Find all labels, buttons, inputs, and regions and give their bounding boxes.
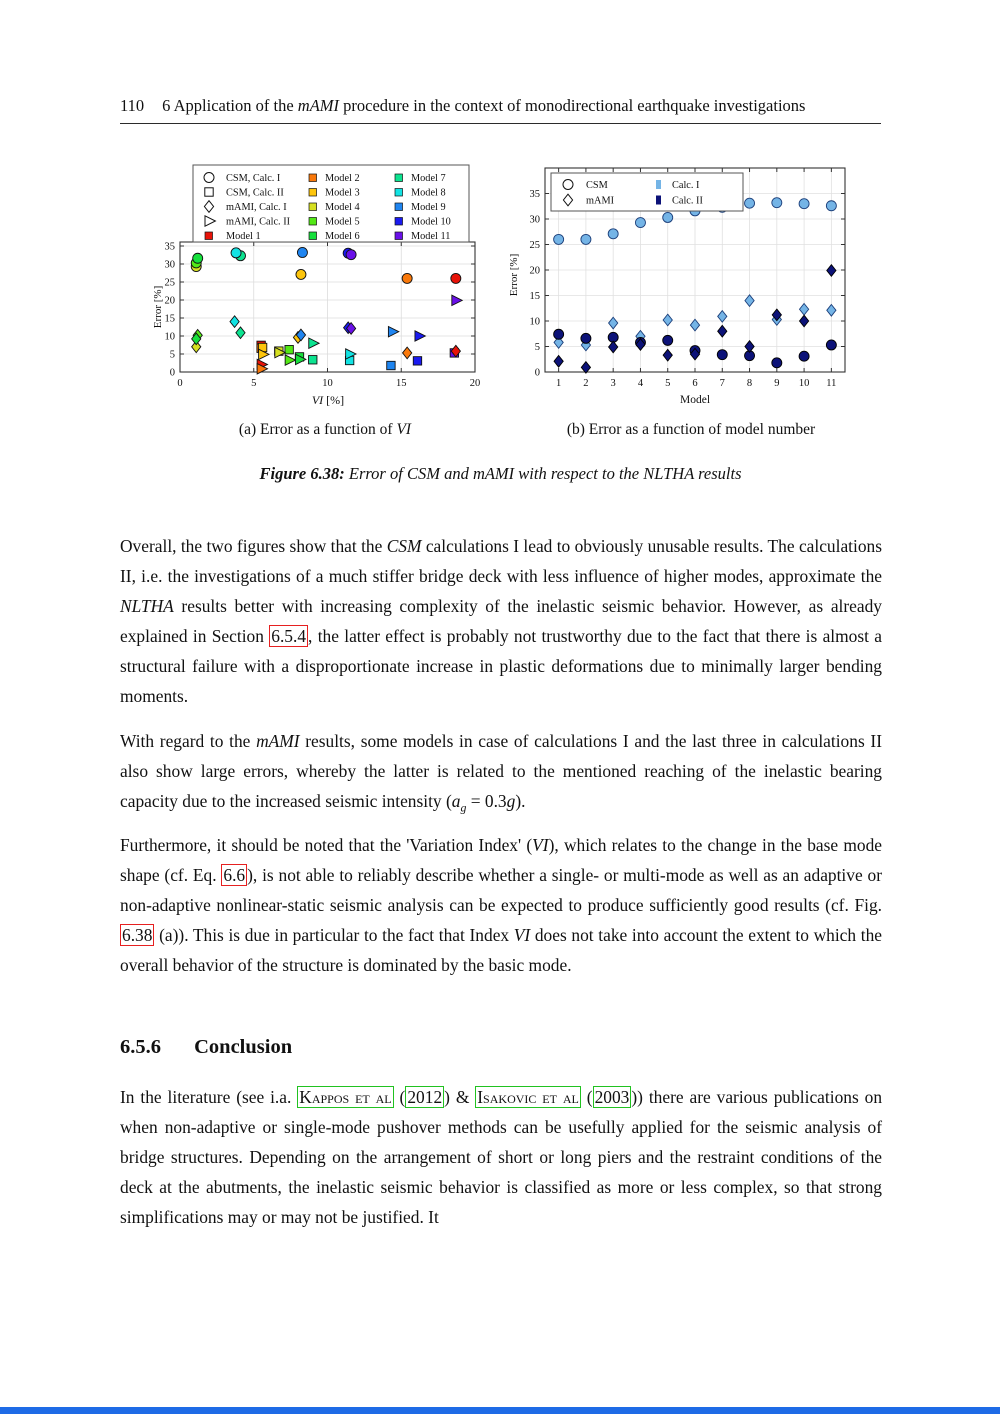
svg-text:mAMI, Calc. II: mAMI, Calc. II [226, 216, 291, 228]
citation-link[interactable]: 2003 [594, 1087, 630, 1107]
paragraph-2: With regard to the mAMI results, some models in case of calculations I and the last three in calculations II also show large errors, whereby the latter is related to the mentioned reaching of the inelastic bearing capacity due to the increased seismic intensity $(a_g = 0.3g)$. [120, 731, 882, 815]
y-axis-label: Error [%] [508, 253, 520, 297]
svg-text:7: 7 [719, 378, 725, 389]
citation-link[interactable]: Isakovic et al [477, 1087, 579, 1107]
svg-text:35: 35 [529, 189, 540, 200]
paragraph-3: Furthermore, it should be noted that the 'Variation Index' (VI), which relates to the change in the base mode shape (cf. Eq. 6.6 ), is not able to reliably describe whether a single- or multi-mode as well as an adaptive or non-adaptive nonlinear-static seismic analysis can be expected to produce sufficiently good results (cf. Fig. 6.38 (a)). This is due in particular to the fact that Index VI does not take into account the extent to which the overall behavior of the structure is dominated by the basic mode. [120, 835, 882, 975]
svg-text:35: 35 [164, 241, 175, 253]
svg-text:2: 2 [583, 378, 589, 389]
svg-text:Model 8: Model 8 [411, 187, 446, 199]
svg-text:Model 9: Model 9 [411, 202, 446, 213]
page-number: 110 [120, 96, 145, 115]
svg-text:20: 20 [164, 295, 175, 307]
svg-text:Model 3: Model 3 [325, 187, 360, 199]
svg-text:10: 10 [798, 378, 810, 389]
chart-error-vs-model [506, 157, 876, 415]
data-points [191, 247, 462, 373]
section-heading [120, 1036, 881, 1059]
figure-caption: Figure 6.38: Error of CSM and mAMI with respect to the NLTHA results [259, 464, 742, 483]
section-title: Conclusion [194, 1036, 293, 1058]
svg-text:Calc. II: Calc. II [672, 195, 703, 207]
svg-text:15: 15 [529, 291, 540, 302]
citation-link[interactable]: 2012 [407, 1087, 443, 1107]
svg-text:0: 0 [169, 367, 175, 379]
svg-text:Model 6: Model 6 [325, 231, 360, 242]
y-axis-label: Error [%] [152, 285, 164, 329]
svg-text:10: 10 [322, 378, 333, 389]
svg-text:0: 0 [534, 367, 540, 379]
plot-area [152, 165, 480, 407]
svg-text:8: 8 [746, 378, 753, 389]
svg-text:Model 11: Model 11 [411, 231, 451, 242]
plot-area [508, 168, 845, 406]
svg-text:CSM: CSM [586, 180, 608, 191]
svg-text:4: 4 [637, 378, 644, 389]
svg-text:10: 10 [529, 316, 540, 328]
svg-text:11: 11 [826, 378, 837, 389]
svg-text:CSM, Calc. II: CSM, Calc. II [226, 187, 284, 199]
citation-link[interactable]: Kappos et al [299, 1087, 392, 1107]
svg-text:30: 30 [529, 214, 540, 226]
svg-text:mAMI: mAMI [586, 195, 615, 207]
svg-text:0: 0 [177, 378, 183, 389]
svg-text:5: 5 [169, 349, 175, 361]
svg-text:30: 30 [164, 259, 175, 271]
ref-link[interactable]: 6.38 [122, 925, 153, 945]
svg-text:5: 5 [251, 378, 257, 389]
svg-text:Model 7: Model 7 [411, 173, 446, 184]
svg-text:15: 15 [164, 313, 175, 325]
svg-text:9: 9 [774, 378, 780, 389]
ref-link[interactable]: 6.6 [223, 865, 246, 885]
bottom-edge-bar [0, 1407, 1000, 1414]
svg-text:6: 6 [692, 378, 698, 389]
svg-text:Model 10: Model 10 [411, 216, 451, 228]
chart-error-vs-vi [152, 157, 497, 415]
svg-text:5: 5 [665, 378, 671, 389]
svg-text:Calc. I: Calc. I [672, 180, 700, 191]
svg-text:Model 4: Model 4 [325, 202, 360, 213]
paragraph-4: In the literature (see i.a. Kappos et al ( 2012 ) & Isakovic et al ( 2003 )) there are various publications on when non-adaptive or single-mode pushover methods can be usefully applied for the seismic analysis of bridge structures. Depending on the arrangement of short or long piers and the restraint conditions of the deck at the abutments, the inelastic seismic behavior is classified as more or less complex, so that strong simplifications may or may not be justified. It [120, 1087, 883, 1227]
svg-text:20: 20 [469, 378, 481, 389]
svg-text:mAMI, Calc. I: mAMI, Calc. I [226, 202, 287, 213]
x-axis-label: VI [%] [311, 393, 345, 407]
svg-text:25: 25 [529, 240, 540, 251]
chart-error-vs-model-svg [506, 157, 876, 415]
x-axis-label: Model [679, 394, 711, 406]
svg-text:15: 15 [396, 378, 407, 389]
svg-text:5: 5 [534, 342, 540, 353]
svg-text:25: 25 [164, 277, 175, 289]
svg-text:3: 3 [610, 378, 616, 389]
svg-text:1: 1 [556, 378, 562, 389]
svg-text:Model 1: Model 1 [226, 231, 261, 242]
svg-text:20: 20 [529, 265, 540, 277]
chapter-title: 6 Application of the mAMI procedure in the context of monodirectional earthquake investigations [162, 96, 806, 115]
ref-link[interactable]: 6.5.4 [271, 626, 307, 646]
svg-text:10: 10 [164, 331, 175, 343]
chart-error-vs-vi-svg [152, 157, 497, 415]
svg-text:CSM, Calc. I: CSM, Calc. I [226, 173, 281, 184]
svg-text:Model 2: Model 2 [325, 173, 360, 184]
section-number: 6.5.6 [120, 1036, 161, 1058]
legend [193, 165, 469, 242]
subcaption-b: (b) Error as a function of model number [566, 421, 816, 438]
paragraph-1: Overall, the two figures show that the CSM calculations I lead to obviously unusable results. The calculations II, i.e. the investigations of a much stiffer bridge deck with less influence of higher modes, approximate the NLTHA results better with increasing complexity of the inelastic seismic behavior. However, as already explained in Section 6.5.4 , the latter effect is probably not trustworthy due to the fact that there is almost a structural failure with a disproportionate increase in plastic deformations due to minimally larger bending moments. [120, 536, 883, 706]
gridlines [180, 242, 475, 372]
legend [551, 173, 743, 211]
subcaption-a: (a) Error as a function of VI [238, 421, 412, 438]
svg-text:Model 5: Model 5 [325, 216, 360, 228]
running-header [120, 96, 881, 124]
